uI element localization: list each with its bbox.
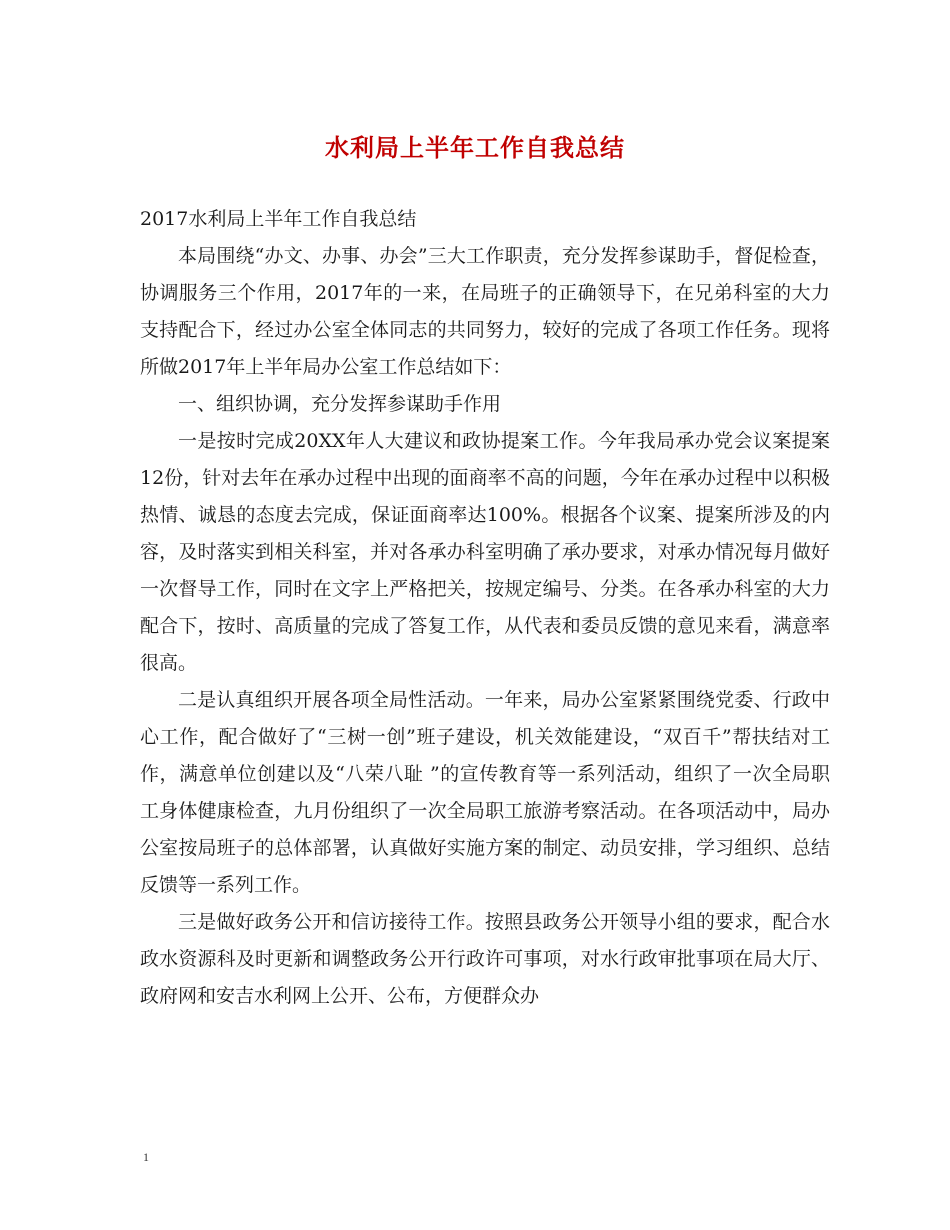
document-body (140, 201, 830, 1015)
paragraph-intro: 本局围绕“办文、办事、办会”三大工作职责，充分发挥参谋助手，督促检查，协调服务三个作用，2017年的一来，在局班子的正确领导下，在兄弟科室的大力支持配合下，经过办公室全体同志的共同努力，较好的完成了各项工作任务。现将所做2017年上半年局办公室工作总结如下： (140, 245, 830, 378)
section-heading-1: 一、组织协调，充分发挥参谋助手作用 (178, 393, 502, 415)
page-title: 水利局上半年工作自我总结 (325, 134, 625, 162)
paragraph-public-affairs: 三是做好政务公开和信访接待工作。按照县政务公开领导小组的要求，配合水政水资源科及时更新和调整政务公开行政许可事项，对水行政审批事项在局大厅、政府网和安吉水利网上公开、公布，方便群众办 (140, 911, 830, 1007)
paragraph-proposals: 一是按时完成20XX年人大建议和政协提案工作。今年我局承办党会议案提案12份，针对去年在承办过程中出现的面商率不高的问题，今年在承办过程中以积极热情、诚恳的态度去完成，保证面商率达100%。根据各个议案、提案所涉及的内容，及时落实到相关科室，并对各承办科室明确了承办要求，对承办情况每月做好一次督导工作，同时在文字上严格把关，按规定编号、分类。在各承办科室的大力配合下，按时、高质量的完成了答复工作，从代表和委员反馈的意见来看，满意率很高。 (140, 430, 830, 674)
document-subtitle: 2017水利局上半年工作自我总结 (140, 208, 417, 230)
paragraph-activities: 二是认真组织开展各项全局性活动。一年来，局办公室紧紧围绕党委、行政中心工作，配合做好了“三树一创”班子建设，机关效能建设，“双百千”帮扶结对工作，满意单位创建以及“八荣八耻 ”的宣传教育等一系列活动，组织了一次全局职工身体健康检查，九月份组织了一次全局职工旅游考察活动。在各项活动中，局办公室按局班子的总体部署，认真做好实施方案的制定、动员安排，学习组织、总结反馈等一系列工作。 (140, 689, 830, 896)
page-number: 1 (143, 1150, 149, 1164)
